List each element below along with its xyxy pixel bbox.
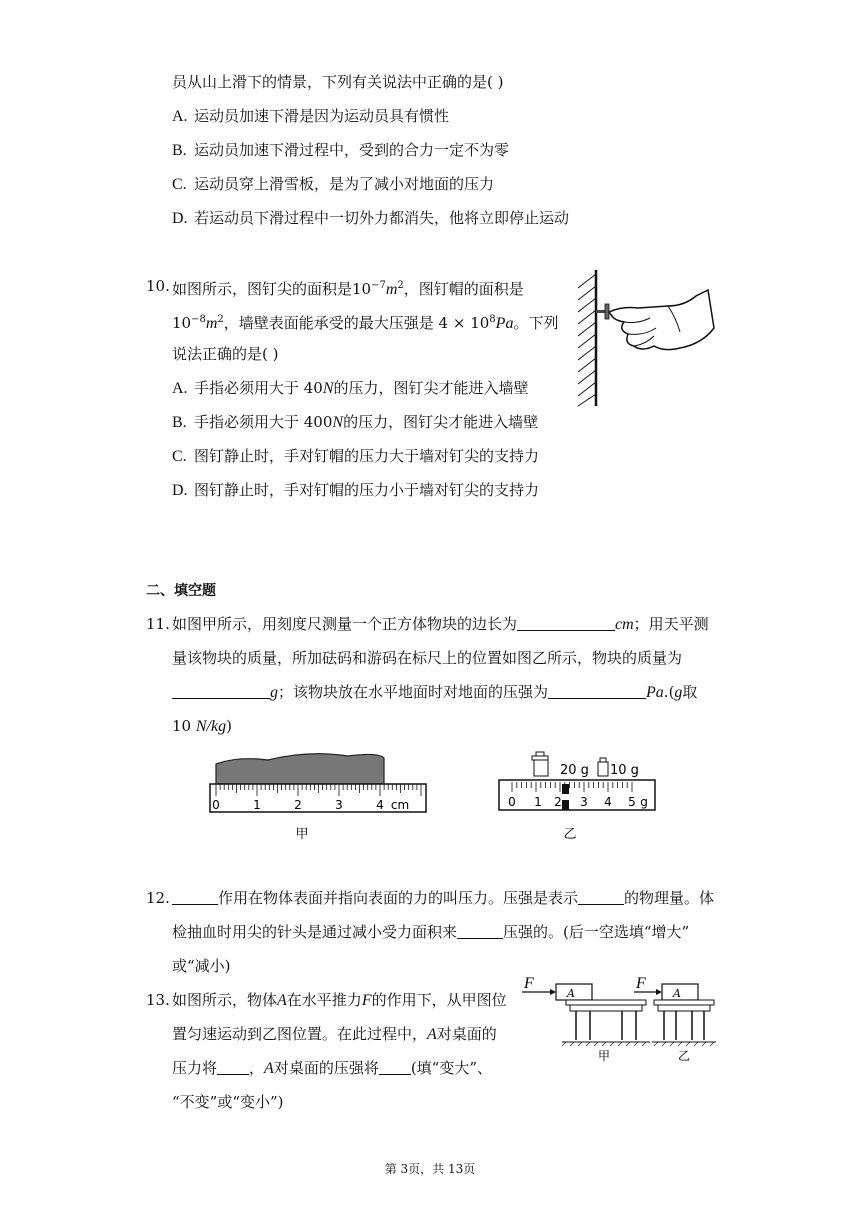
q10-line-2: $10^{-8}m^2$，墙壁表面能承受的最大压强是 $4 \times 10^8Pa$。下列 [172,314,559,332]
q10-option-c: C. 图钉静止时，手对钉帽的压力大于墙对钉尖的支持力 [172,447,540,465]
q12-line-1: 作用在物体表面并指向表面的力的叫压力。压强是表示 的物理量。体 [172,888,714,908]
ruler-unit-label: cm [390,798,410,812]
q13-blank-1[interactable] [217,1058,249,1075]
q13-blank-2[interactable] [379,1058,411,1075]
q11-ruler-figure [208,746,430,846]
table-caption-yi: 乙 [678,1049,691,1063]
table-caption-jia: 甲 [598,1049,611,1063]
scale-tick-label-2: 2 [554,795,562,809]
q10-thumbtack-figure [572,266,722,412]
q12-blank-1[interactable] [172,888,218,905]
q13-number: 13. [146,991,170,1009]
block-label-jia: A [567,987,575,1000]
q12-blank-3[interactable] [457,922,503,939]
scale-tick-label-1: 1 [534,795,542,809]
q9-option-b: B. 运动员加速下滑过程中，受到的合力一定不为零 [172,141,510,159]
scale-tick-label-0: 0 [508,795,516,809]
q13-table-figure [520,976,720,1066]
q12-line-3: 或“减小) [172,957,231,975]
weight-20g-label: 20 g [560,763,589,778]
q10-number: 10. [146,277,170,295]
q11-balance-figure [496,744,660,844]
q11-line-2: 量该物块的质量，所加砝码和游码在标尺上的位置如图乙所示，物块的质量为 [172,649,683,667]
scale-tick-label-4: 4 [604,795,612,809]
q11-blank-3[interactable] [548,682,646,699]
q13-line-3: 压力将 ，A对桌面的压强将 (填“变大”、 [172,1059,493,1077]
ruler-tick-label-3: 3 [335,798,343,812]
ruler-caption: 甲 [295,827,309,842]
q11-blank-2[interactable] [172,682,270,699]
q11-blank-1[interactable] [517,614,615,631]
scale-caption: 乙 [563,827,577,842]
ruler-tick-label-0: 0 [212,798,220,812]
q10-option-d: D. 图钉静止时，手对钉帽的压力小于墙对钉尖的支持力 [172,481,540,499]
ruler-tick-label-2: 2 [294,798,302,812]
q11-number: 11. [146,615,170,633]
q9-option-c: C. 运动员穿上滑雪板，是为了减小对地面的压力 [172,175,495,193]
q10-line-1: 如图所示，图钉尖的面积是$10^{-7}m^2$，图钉帽的面积是 [172,280,524,298]
q12-line-2: 检抽血时用尖的针头是通过减小受力面积来 压强的。(后一空选填“增大” [172,923,690,941]
scale-unit-label: g [640,795,648,809]
ruler-tick-label-1: 1 [253,798,261,812]
q11-line-1: 如图甲所示，用刻度尺测量一个正方体物块的边长为 cm；用天平测 [172,615,709,633]
ruler-tick-label-4: 4 [376,798,384,812]
q10-option-b: B. 手指必须用大于 400N的压力，图钉尖才能进入墙壁 [172,413,539,431]
q9-option-a: A. 运动员加速下滑是因为运动员具有惯性 [172,107,450,125]
weight-10g-label: 10 g [610,763,639,778]
scale-tick-label-5: 5 [628,795,636,809]
section-heading-fill-in: 二、填空题 [146,583,216,599]
force-label-jia: F [524,976,534,992]
q12-number: 12. [146,889,170,907]
q9-stem-continuation: 员从山上滑下的情景，下列有关说法中正确的是( ) [172,73,504,91]
q13-line-2: 置匀速运动到乙图位置。在此过程中，A对桌面的 [172,1025,497,1043]
q11-line-4: 10 N/kg) [172,717,232,735]
q9-option-d: D. 若运动员下滑过程中一切外力都消失，他将立即停止运动 [172,209,570,227]
page-footer: 第 3页，共 13页 [384,1162,476,1176]
q11-line-3: g；该物块放在水平地面时对地面的压强为 Pa.(g取 [172,682,697,703]
q12-blank-2[interactable] [578,888,624,905]
q10-option-a: A. 手指必须用大于 40N的压力，图钉尖才能进入墙壁 [172,379,529,397]
q10-line-3: 说法正确的是( ) [172,345,279,363]
force-label-yi: F [636,976,646,992]
scale-tick-label-3: 3 [580,795,588,809]
q13-line-4: “不变”或“变小”) [172,1093,284,1111]
q13-line-1: 如图所示，物体A在水平推力F的作用下，从甲图位 [172,991,507,1009]
block-label-yi: A [673,987,681,1000]
